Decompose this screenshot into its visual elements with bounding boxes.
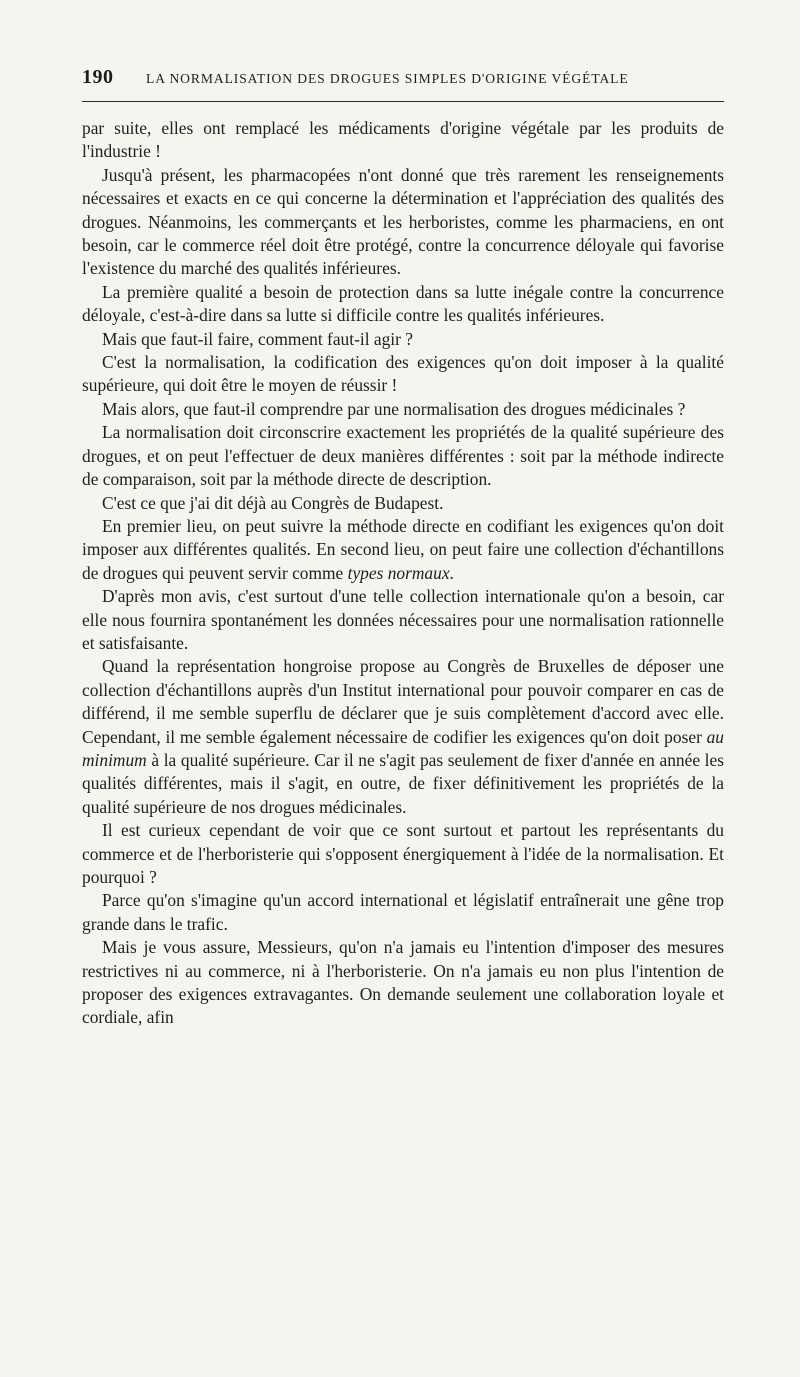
paragraph: Jusqu'à présent, les pharmacopées n'ont donné que très rarement les renseignements nécessaires et exacts en ce qui concerne la détermination et l'appréciation des qualités des drogues. Néanmoins, les commerçants et les herboristes, comme les pharmaciens, en ont besoin, car le commerce réel doit être protégé, contre la concurrence déloyale qui favorise l'existence du marché des qualités inférieures. bbox=[82, 164, 724, 279]
paragraph bbox=[82, 655, 724, 819]
paragraph: C'est la normalisation, la codification des exigences qu'on doit imposer à la qualité supérieure, qui doit être le moyen de réussir ! bbox=[82, 352, 724, 396]
paragraph-text: Quand la représentation hongroise propose au Congrès de Bruxelles de déposer une collection d'échantillons auprès d'un Institut international pour pouvoir comparer en cas de différend, il me semble superflu de déclarer que je suis complètement d'accord avec elle. Cependant, il me semble également nécessaire de codifier les exigences qu'on doit poser bbox=[82, 656, 724, 747]
paragraph: C'est ce que j'ai dit déjà au Congrès de Budapest. bbox=[102, 492, 444, 513]
paragraph-continued: par suite, elles ont remplacé les médicaments d'origine végétale par les produits de l'industrie ! bbox=[82, 118, 724, 162]
paragraph: La normalisation doit circonscrire exactement les propriétés de la qualité supérieure des drogues, et on peut l'effectuer de deux manières différentes : soit par la méthode indirecte de comparaison, soit par la méthode directe de description. bbox=[82, 422, 724, 490]
paragraph-text: à la qualité supérieure. Car il ne s'agit pas seulement de fixer d'année en année les qualités différentes, mais il s'agit, en outre, de fixer définitivement les propriétés de la qualité supérieure de nos drogues médicinales. bbox=[82, 749, 724, 817]
paragraph: Parce qu'on s'imagine qu'un accord international et législatif entraînerait une gêne trop grande dans le trafic. bbox=[82, 890, 724, 934]
italic-term: types normaux bbox=[347, 562, 450, 583]
header-rule bbox=[82, 101, 724, 102]
italic-term: au minimum bbox=[82, 726, 724, 770]
paragraph: Il est curieux cependant de voir que ce sont surtout et partout les représentants du commerce et de l'herboristerie qui s'opposent énergiquement à l'idée de la normalisation. Et pourquoi ? bbox=[82, 820, 724, 887]
paragraph bbox=[82, 515, 724, 585]
page-number: 190 bbox=[82, 66, 114, 88]
body-text bbox=[82, 117, 724, 1030]
paragraph: Mais je vous assure, Messieurs, qu'on n'a jamais eu l'intention d'imposer des mesures restrictives ni au commerce, ni à l'herboristerie. On n'a jamais eu non plus l'intention de proposer des exigences extravagantes. On demande seulement une collaboration loyale et cordiale, afin bbox=[82, 937, 724, 1028]
paragraph: Mais alors, que faut-il comprendre par une normalisation des drogues médicinales ? bbox=[102, 398, 686, 419]
paragraph: Mais que faut-il faire, comment faut-il agir ? bbox=[102, 328, 413, 349]
paragraph: La première qualité a besoin de protection dans sa lutte inégale contre la concurrence déloyale, c'est-à-dire dans sa lutte si difficile contre les qualités inférieures. bbox=[82, 281, 724, 326]
paragraph-text: . bbox=[449, 562, 454, 583]
running-title: LA NORMALISATION DES DROGUES SIMPLES D'ORIGINE VÉGÉTALE bbox=[146, 71, 629, 86]
paragraph-text: En premier lieu, on peut suivre la méthode directe en codifiant les exigences qu'on doit imposer aux différentes qualités. En second lieu, on peut faire une collection d'échantillons de drogues qui peuvent servir comme bbox=[82, 515, 724, 583]
running-header bbox=[82, 66, 724, 90]
paragraph: D'après mon avis, c'est surtout d'une telle collection internationale qu'on a besoin, car elle nous fournira spontanément les données nécessaires pour une normalisation rationnelle et satisfaisante. bbox=[82, 586, 724, 653]
